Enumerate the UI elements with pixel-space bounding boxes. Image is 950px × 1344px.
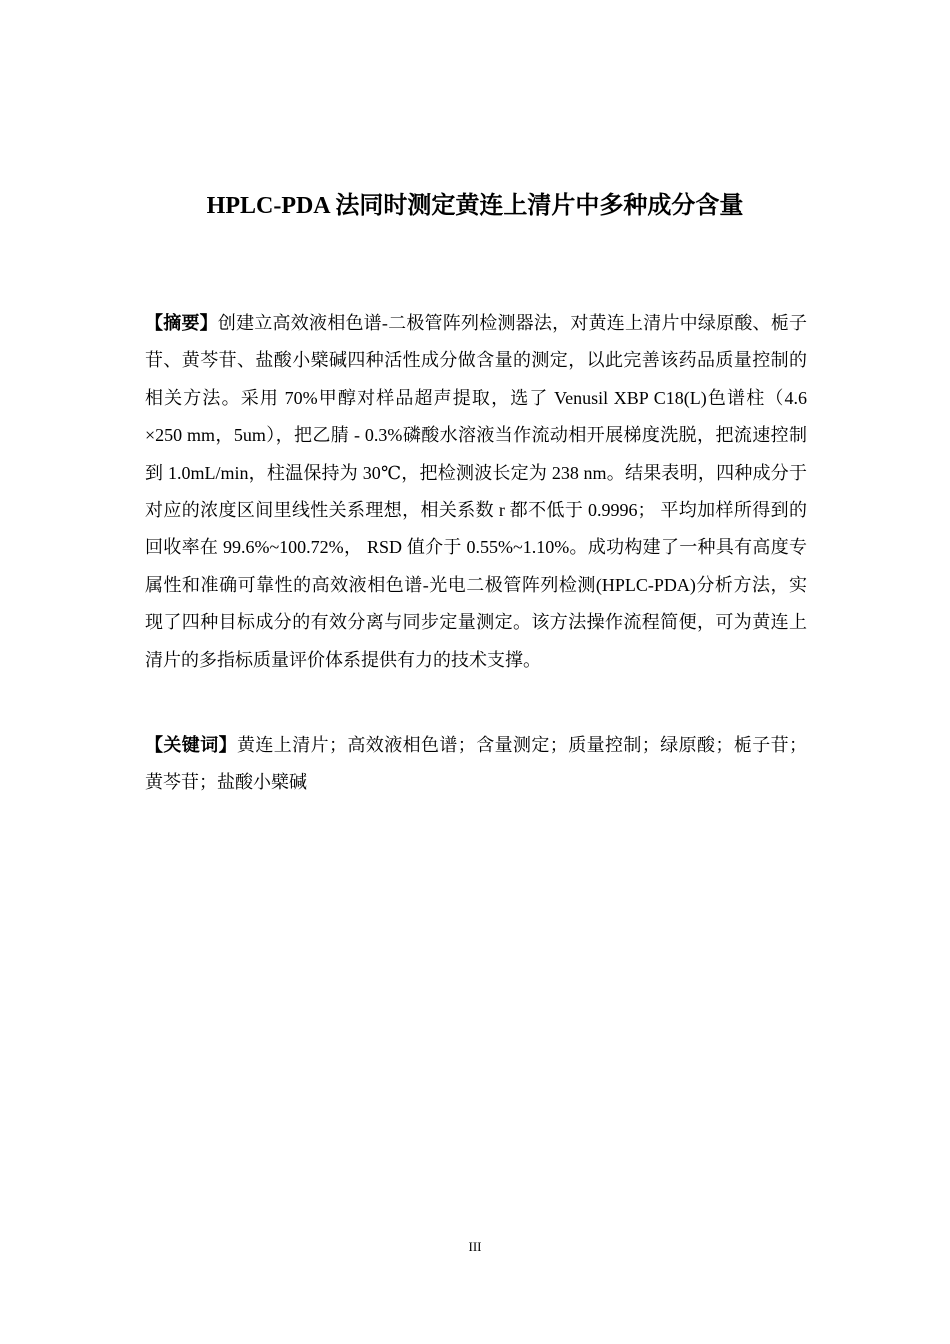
- keywords-label: 【关键词】: [145, 735, 237, 756]
- keywords-paragraph: [145, 727, 807, 801]
- keywords-text: 黄连上清片；高效液相色谱；含量测定；质量控制；绿原酸；栀子苷；黄芩苷；盐酸小檗碱: [145, 735, 807, 792]
- abstract-paragraph: [145, 305, 807, 679]
- abstract-text: 创建立高效液相色谱-二极管阵列检测器法，对黄连上清片中绿原酸、栀子苷、黄芩苷、盐酸小檗碱四种活性成分做含量的测定，以此完善该药品质量控制的相关方法。采用 70%甲醇对样品超声提取，选了 Venusil XBP C18(L)色谱柱（4.6 ×250 mm，5um），把乙腈 - 0.3%磷酸水溶液当作流动相开展梯度洗脱，把流速控制到 1.0mL/min，柱温保持为 30℃，把检测波长定为 238 nm。结果表明，四种成分于对应的浓度区间里线性关系理想，相关系数 r 都不低于 0.9996； 平均加样所得到的回收率在 99.6%~100.72%， RSD 值介于 0.55%~1.10%。成功构建了一种具有高度专属性和准确可靠性的高效液相色谱-光电二极管阵列检测(HPLC-PDA)分析方法，实现了四种目标成分的有效分离与同步定量测定。该方法操作流程简便，可为黄连上清片的多指标质量评价体系提供有力的技术支撑。: [145, 313, 807, 670]
- document-title: HPLC-PDA 法同时测定黄连上清片中多种成分含量: [206, 193, 744, 219]
- abstract-label: 【摘要】: [145, 313, 218, 334]
- page-number: III: [468, 1239, 482, 1254]
